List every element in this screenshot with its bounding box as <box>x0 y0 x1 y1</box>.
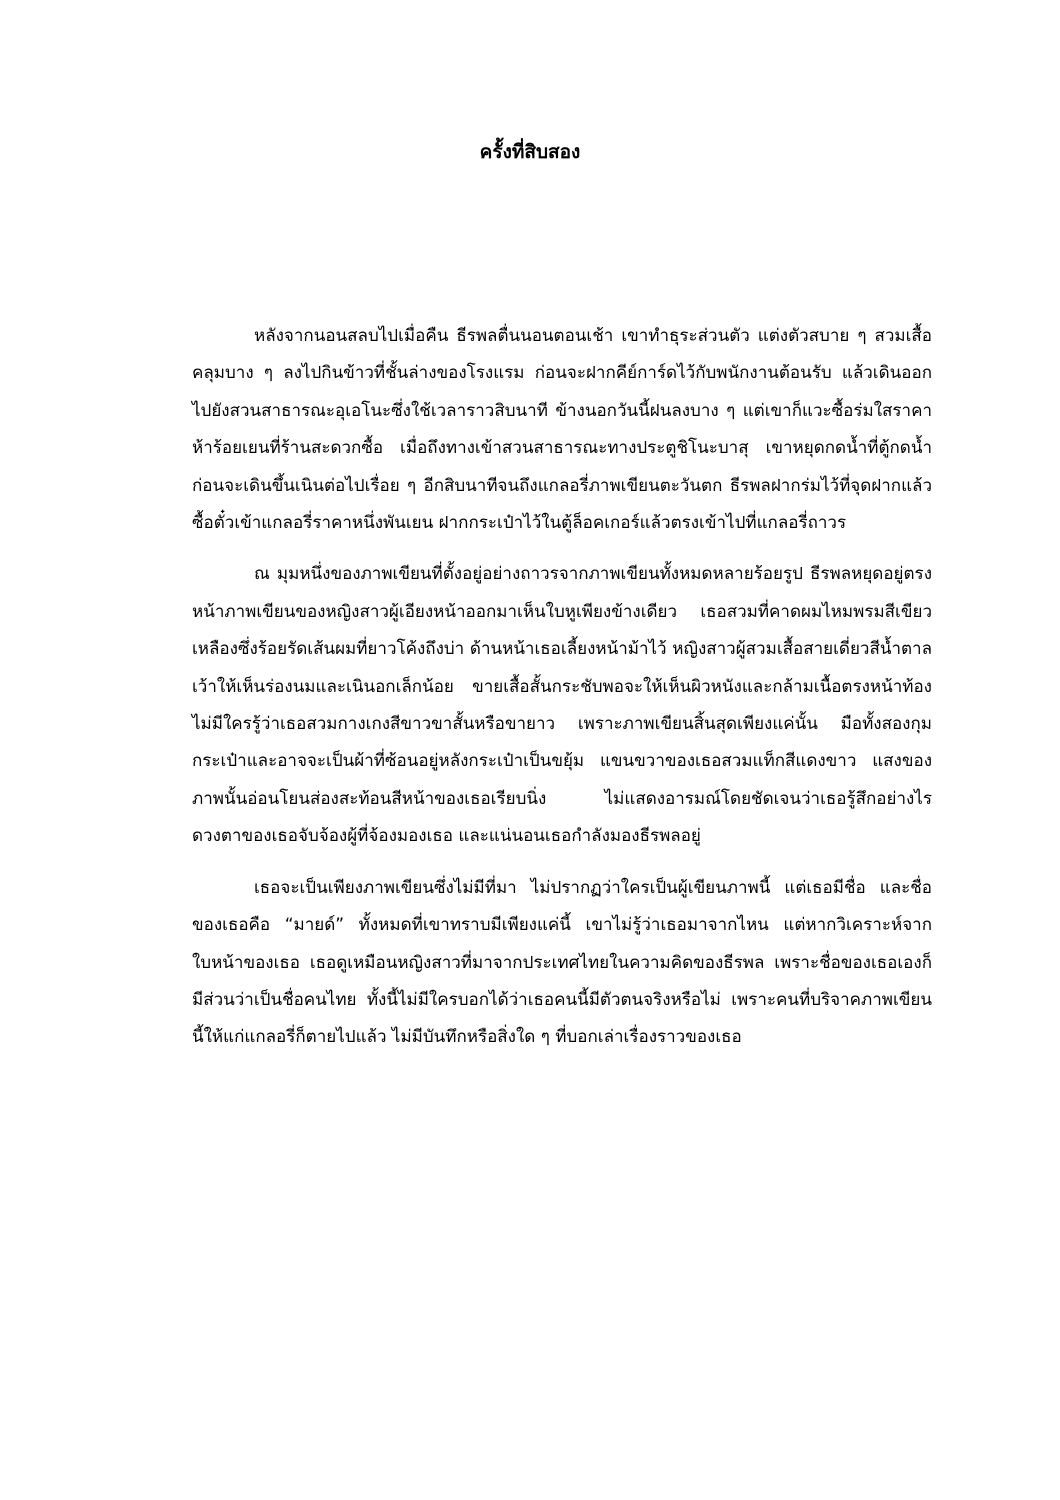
paragraph-1: หลังจากนอนสลบไปเมื่อคืน ธีรพลตื่นนอนตอนเช้า เขาทำธุระส่วนตัว แต่งตัวสบาย ๆ สวมเสื้อคลุมบาง ๆ ลงไปกินข้าวที่ชั้นล่างของโรงแรม ก่อนจะฝากคีย์การ์ดไว้กับพนักงานต้อนรับ แล้วเดินออกไปยังสวนสาธารณะอุเอโนะซึ่งใช้เวลาราวสิบนาที ข้างนอกวันนี้ฝนลงบาง ๆ แต่เขาก็แวะซื้อร่มใสราคาห้าร้อยเยนที่ร้านสะดวกซื้อ เมื่อถึงทางเข้าสวนสาธารณะทางประตูชิโนะบาสุ เขาหยุดกดน้ำที่ตู้กดน้ำก่อนจะเดินขึ้นเนินต่อไปเรื่อย ๆ อีกสิบนาทีจนถึงแกลอรี่ภาพเขียนตะวันตก ธีรพลฝากร่มไว้ที่จุดฝากแล้วซื้อตั๋วเข้าแกลอรี่ราคาหนึ่งพันเยน ฝากกระเป๋าไว้ในตู้ล็อคเกอร์แล้วตรงเข้าไปที่แกลอรี่ถาวร <box>192 326 932 534</box>
paragraph-2: ณ มุมหนึ่งของภาพเขียนที่ตั้งอยู่อย่างถาวรจากภาพเขียนทั้งหมดหลายร้อยรูป ธีรพลหยุดอยู่ตรงหน้าภาพเขียนของหญิงสาวผู้เอียงหน้าออกมาเห็นใบหูเพียงข้างเดียว เธอสวมที่คาดผมไหมพรมสีเขียวเหลืองซึ่งร้อยรัดเส้นผมที่ยาวโค้งถึงบ่า ด้านหน้าเธอเลี้ยงหน้าม้าไว้ หญิงสาวผู้สวมเสื้อสายเดี่ยวสีน้ำตาลเว้าให้เห็นร่องนมและเนินอกเล็กน้อย ขายเสื้อสั้นกระชับพอจะให้เห็นผิวหนังและกล้ามเนื้อตรงหน้าท้อง ไม่มีใครรู้ว่าเธอสวมกางเกงสีขาวขาสั้นหรือขายาว เพราะภาพเขียนสิ้นสุดเพียงแค่นั้น มือทั้งสองกุมกระเป๋าและอาจจะเป็นผ้าที่ซ้อนอยู่หลังกระเป๋าเป็นขยุ้ม แขนขวาของเธอสวมแท็กสีแดงขาว แสงของภาพนั้นอ่อนโยนส่องสะท้อนสีหน้าของเธอเรียบนิ่ง ไม่แสดงอารมณ์โดยชัดเจนว่าเธอรู้สึกอย่างไร ดวงตาของเธอจับจ้องผู้ที่จ้องมองเธอ และแน่นอนเธอกำลังมองธีรพลอยู่ <box>192 564 932 847</box>
paragraph-3: เธอจะเป็นเพียงภาพเขียนซึ่งไม่มีที่มา ไม่ปรากฏว่าใครเป็นผู้เขียนภาพนี้ แต่เธอมีชื่อ และชื่อของเธอคือ “มายด์” ทั้งหมดที่เขาทราบมีเพียงแค่นี้ เขาไม่รู้ว่าเธอมาจากไหน แต่หากวิเคราะห์จากใบหน้าของเธอ เธอดูเหมือนหญิงสาวที่มาจากประเทศไทยในความคิดของธีรพล เพราะชื่อของเธอเองก็มีส่วนว่าเป็นชื่อคนไทย ทั้งนี้ไม่มีใครบอกได้ว่าเธอคนนี้มีตัวตนจริงหรือไม่ เพราะคนที่บริจาคภาพเขียนนี้ให้แก่แกลอรี่ก็ตายไปแล้ว ไม่มีบันทึกหรือสิ่งใด ๆ ที่บอกเล่าเรื่องราวของเธอ <box>192 877 932 1048</box>
chapter-title: ครั้งที่สิบสอง <box>479 141 581 163</box>
body-text <box>192 318 932 1071</box>
